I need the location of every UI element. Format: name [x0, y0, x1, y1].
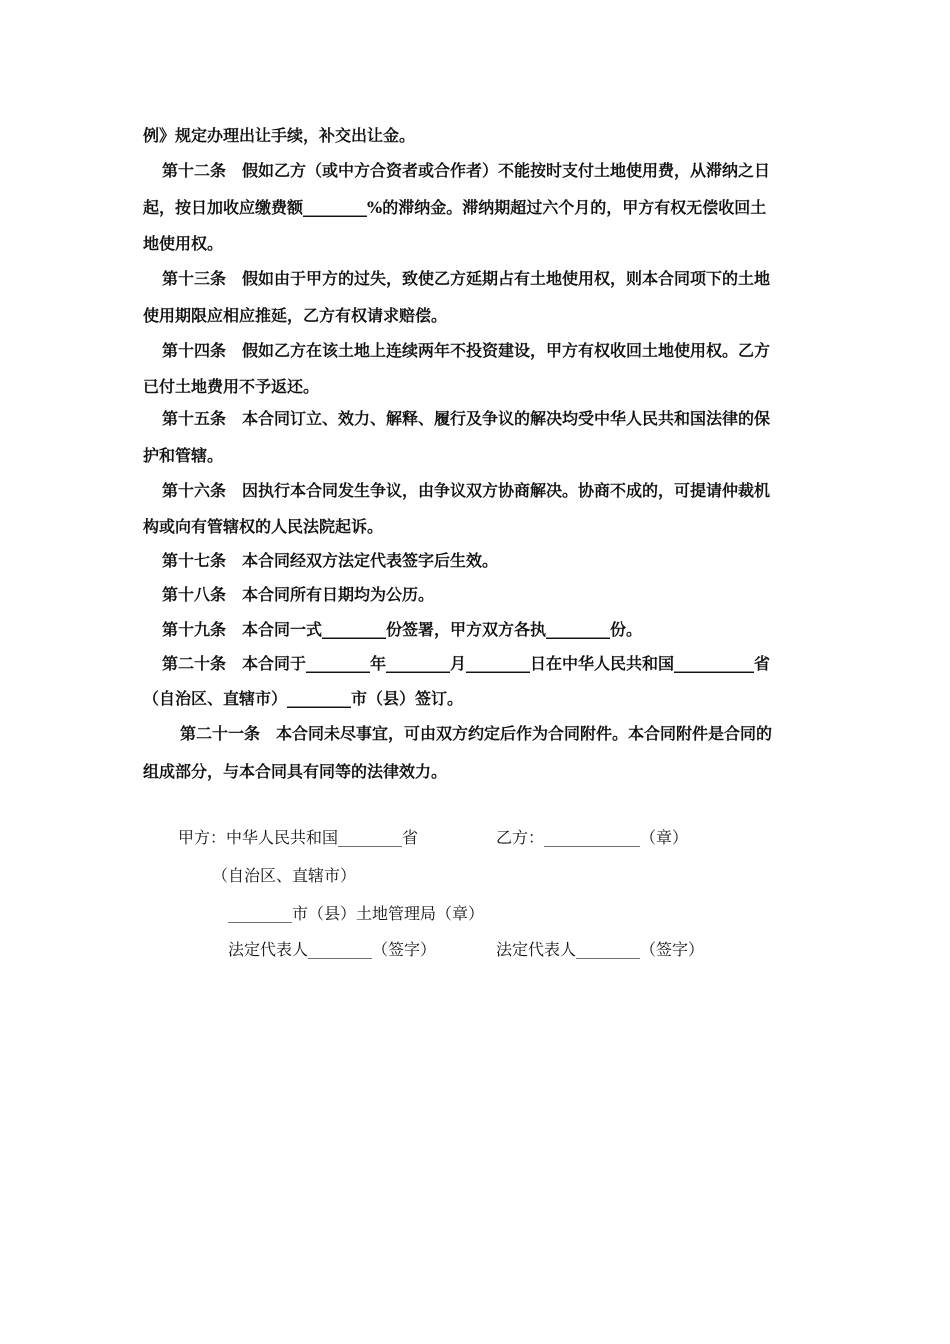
article-12-line-1: 第十二条 假如乙方（或中方合资者或合作者）不能按时支付土地使用费，从滞纳之日: [162, 161, 771, 180]
article-16-line-1: 第十六条 因执行本合同发生争议，由争议双方协商解决。协商不成的，可提请仲裁机: [162, 481, 771, 500]
party-a-bureau: ________市（县）土地管理局（章）: [228, 904, 485, 923]
article-13-line-1: 第十三条 假如由于甲方的过失，致使乙方延期占有土地使用权，则本合同项下的土地: [162, 269, 771, 288]
article-13-line-2: 使用期限应相应推延，乙方有权请求赔偿。: [143, 306, 448, 325]
article-12-line-3: 地使用权。: [143, 234, 224, 253]
article-18-line: 第十八条 本合同所有日期均为公历。: [162, 585, 435, 604]
article-21-line-1: 第二十一条 本合同未尽事宜，可由双方约定后作为合同附件。本合同附件是合同的: [180, 724, 773, 743]
article-17-line: 第十七条 本合同经双方法定代表签字后生效。: [162, 551, 499, 570]
party-b-label: 乙方：____________（章）: [496, 828, 689, 847]
article-20-line-1: 第二十条 本合同于________年________月________日在中华人民共和国__________省: [162, 654, 771, 673]
article-19-line: 第十九条 本合同一式________份签署，甲方双方各执________份。: [162, 620, 643, 639]
article-15-line-1: 第十五条 本合同订立、效力、解释、履行及争议的解决均受中华人民共和国法律的保: [162, 409, 771, 428]
article-21-line-2: 组成部分，与本合同具有同等的法律效力。: [143, 762, 448, 781]
party-b-representative: 法定代表人________（签字）: [496, 940, 705, 959]
article-16-line-2: 构或向有管辖权的人民法院起诉。: [143, 517, 384, 536]
article-12-line-2: 起，按日加收应缴费额________%的滞纳金。滞纳期超过六个月的，甲方有权无偿收回土: [143, 198, 767, 217]
article-14-line-2: 已付土地费用不予返还。: [143, 377, 320, 396]
article-15-line-2: 护和管辖。: [143, 446, 224, 465]
party-a-region: （自治区、直辖市）: [212, 866, 357, 885]
party-a-representative: 法定代表人________（签字）: [228, 940, 437, 959]
article-20-line-2: （自治区、直辖市）________市（县）签订。: [143, 689, 464, 708]
body-line: 例》规定办理出让手续，补交出让金。: [143, 126, 416, 145]
article-14-line-1: 第十四条 假如乙方在该土地上连续两年不投资建设，甲方有权收回土地使用权。乙方: [162, 341, 771, 360]
party-a-label: 甲方：中华人民共和国________省: [178, 828, 419, 847]
